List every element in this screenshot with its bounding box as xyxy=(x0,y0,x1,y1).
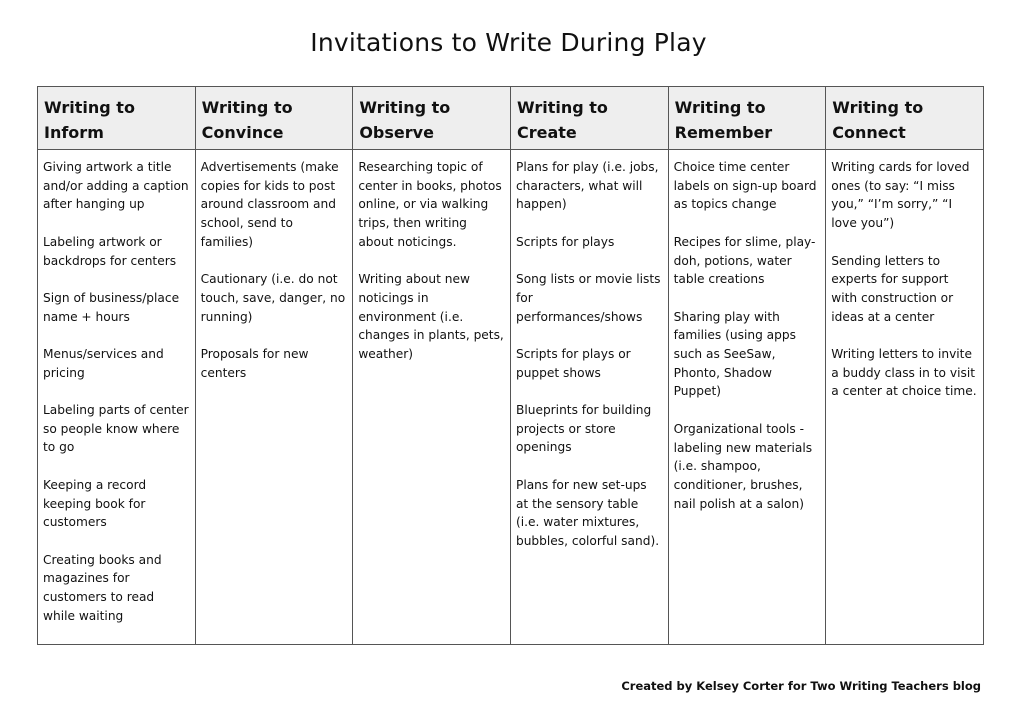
list-item: Scripts for plays or puppet shows xyxy=(515,346,631,380)
list-item: Advertisements (make copies for kids to post around classroom and school, send to families) xyxy=(200,160,339,249)
list-item: Researching topic of center in books, photos online, or via walking trips, then writing about noticings. xyxy=(358,160,502,249)
list-item: Labeling parts of center so people know where to go xyxy=(43,403,189,455)
list-item: Creating books and magazines for customers to read while waiting xyxy=(43,552,162,623)
body-row xyxy=(38,150,984,645)
list-item: Plans for new set-ups at the sensory table (i.e. water mixtures, bubbles, colorful sand). xyxy=(515,477,660,548)
column-cell-remember xyxy=(668,150,826,645)
column-cell-connect xyxy=(826,150,984,645)
list-item: Sharing play with families (using apps such as SeeSaw, Phonto, Shadow Puppet) xyxy=(673,309,796,399)
list-item: Giving artwork a title and/or adding a caption after hanging up xyxy=(43,160,189,212)
list-item: Choice time center labels on sign-up board as topics change xyxy=(673,160,817,212)
column-cell-observe xyxy=(353,150,511,645)
column-cell-inform xyxy=(38,150,196,645)
list-item: Sign of business/place name + hours xyxy=(43,290,180,324)
column-header-create: Writing to Create xyxy=(510,87,668,150)
list-item: Sending letters to experts for support with construction or ideas at a center xyxy=(831,253,954,324)
list-item: Blueprints for building projects or store openings xyxy=(515,403,652,455)
column-header-remember: Writing to Remember xyxy=(668,87,826,150)
list-item: Song lists or movie lists for performances/shows xyxy=(515,272,661,324)
column-cell-create xyxy=(510,150,668,645)
column-header-observe: Writing to Observe xyxy=(353,87,511,150)
list-item: Writing about new noticings in environment (i.e. changes in plants, pets, weather) xyxy=(358,272,504,362)
column-header-convince: Writing to Convince xyxy=(195,87,353,150)
list-item: Recipes for slime, play-doh, potions, water table creations xyxy=(673,234,816,287)
column-cell-convince xyxy=(195,150,353,645)
list-item: Writing letters to invite a buddy class in to visit a center at choice time. xyxy=(831,347,977,399)
list-item: Scripts for plays xyxy=(515,234,615,249)
list-item: Labeling artwork or backdrops for centers xyxy=(43,234,177,268)
header-row xyxy=(38,87,984,150)
column-header-connect: Writing to Connect xyxy=(826,87,984,150)
column-header-inform: Writing to Inform xyxy=(38,87,196,150)
list-item: Organizational tools - labeling new materials (i.e. shampoo, conditioner, brushes, nail polish at a salon) xyxy=(673,421,813,511)
list-item: Keeping a record keeping book for customers xyxy=(43,477,147,530)
page-title: Invitations to Write During Play xyxy=(310,28,707,57)
list-item: Plans for play (i.e. jobs, characters, what will happen) xyxy=(515,160,659,212)
credit-line: Created by Kelsey Corter for Two Writing Teachers blog xyxy=(621,679,981,693)
list-item: Menus/services and pricing xyxy=(43,346,164,380)
writing-invitations-table xyxy=(37,86,984,645)
list-item: Writing cards for loved ones (to say: “I miss you,” “I’m sorry,” “I love you”) xyxy=(831,160,970,231)
list-item: Cautionary (i.e. do not touch, save, danger, no running) xyxy=(200,272,346,324)
list-item: Proposals for new centers xyxy=(200,347,309,380)
